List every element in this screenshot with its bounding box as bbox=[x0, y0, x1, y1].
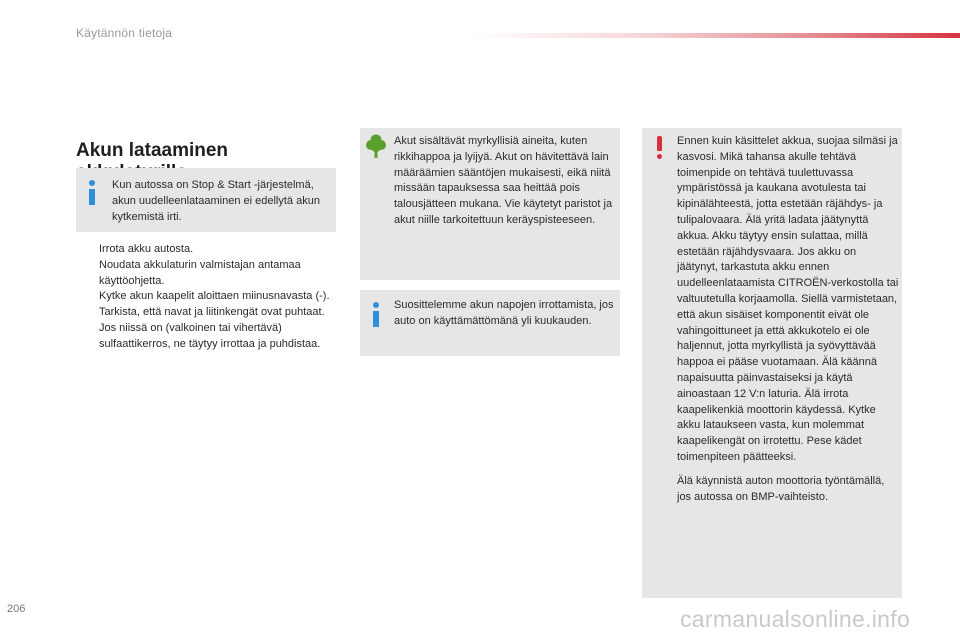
list-item: Noudata akkulaturin valmistajan antamaa käyttöohjetta. bbox=[99, 258, 301, 287]
step-list bbox=[82, 242, 338, 353]
environment-note-box bbox=[360, 128, 620, 280]
environment-note-text: Akut sisältävät myrkyllisiä aineita, kuten rikkihappoa ja lyijyä. Akut on hävitettävä lain määräämien sääntöjen mukaisesti, eikä niitä missään tapauksessa saa heittää pois talousjätteen mukana. Vie käytetyt paristot ja akut niille tarkoitettuun keräyspisteeseen. bbox=[394, 135, 613, 226]
exclamation-icon bbox=[654, 136, 666, 162]
list-item: Kytke akun kaapelit aloittaen miinusnavasta (-). bbox=[99, 290, 330, 303]
list-item: Irrota akku autosta. bbox=[99, 243, 194, 255]
warning-box bbox=[642, 128, 902, 598]
tree-icon bbox=[365, 134, 387, 158]
warning-text: Ennen kuin käsittelet akkua, suojaa silmäsi ja kasvosi. Mikä tahansa akulle tehtävä toimenpide on tehtävä tuulettuvassa ympäristössä ja kaukana avotulesta tai kipinälähteestä, jotta estetään räjähdys- ja tulipalovaara. Älä yritä ladata jäätynyttä akkua. Akku täytyy ensin sulattaa, millä estetään räjähdysvaara. Jos akku on jäätynyt, tarkastuta akku ennen uudelleenlataamista CITROËN-verkostolla tai valtuutetulla korjaamolla. Siellä varmistetaan, että akun sisäiset komponentit eivät ole vahingoittuneet ja että akkukotelo ei ole haljennut, jotta myrkyllistä ja syövyttävää happoa ei pääse vuotamaan. Älä käännä napaisuutta päinvastaiseksi ja käytä ainoastaan 12 V:n laturia. Älä irrota kaapelikenkiä moottorin käydessä. Kytke akku lataukseen vasta, kun molemmat kaapelikengät on irrotettu. Pese kädet toimenpiteen päätteeksi. Älä käynnistä auton moottoria työntämällä, jos autossa on BMP-vaihteisto. bbox=[677, 135, 899, 503]
info-box-left bbox=[76, 168, 336, 232]
list-item: Tarkista, että navat ja liitinkengät ovat puhtaat. Jos niissä on (valkoinen tai vihertävä) sulfaattikerros, ne täytyy irrottaa ja puhdistaa. bbox=[99, 306, 325, 350]
watermark: carmanualsonline.info bbox=[680, 606, 911, 632]
info-icon bbox=[87, 180, 97, 206]
info-box-text: Suosittelemme akun napojen irrottamista, jos auto on käyttämättömänä yli kuukauden. bbox=[394, 299, 614, 327]
header-title: Käytännön tietoja bbox=[76, 26, 173, 40]
info-box-middle bbox=[360, 290, 620, 356]
header-accent-bar bbox=[470, 33, 960, 38]
page-number: 206 bbox=[7, 603, 26, 615]
info-box-text: Kun autossa on Stop & Start -järjestelmä, akun uudelleenlataaminen ei edellytä akun kytkemistä irti. bbox=[112, 179, 320, 223]
info-icon bbox=[371, 302, 381, 328]
section-title: Akun lataaminen bbox=[76, 139, 229, 161]
